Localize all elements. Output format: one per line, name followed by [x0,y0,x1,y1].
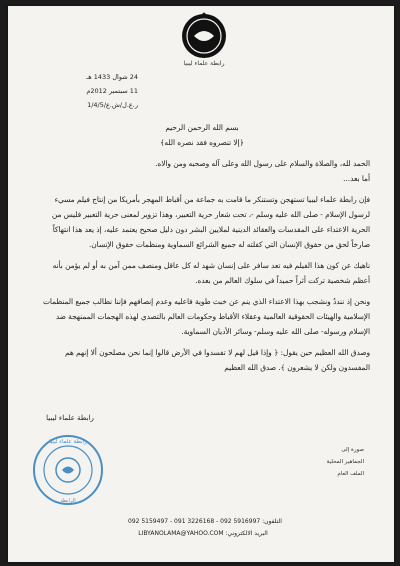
amma-baad: أما بعد... [343,174,370,183]
letter-meta [68,70,138,112]
paragraph-2: ناهيك عن كون هذا الفيلم فيه تعد سافر على إنسان شهد له كل عاقل ومنصف ممن آمن به أو لم يؤمن بأنه أعظم شخصية تركت أثراً حميداً في سلوك العالم من بعده. [52,261,370,285]
footer-email: LIBYANOLAMA@YAHOO.COM :البريد الالكتروني [138,530,268,537]
logo-caption: رابطة علماء ليبيا [183,60,225,67]
copy-to-line-1: صورة إلى [341,447,364,453]
letter-page [8,6,394,562]
copy-to-line-2: الجماهير المحلية [326,459,364,465]
footer-phones: 092 5159497 - 091 3226168 - 092 5916997 :التلفون [128,518,282,525]
official-stamp [32,434,104,506]
league-emblem-logo [180,10,228,62]
opening-verse: ﴿إلا تنصروه فقد نصره الله﴾ [160,138,244,147]
paragraph-3: ونحن إذ ننددُ ونشجب بهذا الاعتداء الذي ينم عن خبث طوية فاعليه وعدم إنصافهم فإننا نطالب جميع المنظمات الإسلامية والهيئات الحقوقية العالمية وعقلاء الأقباط وحكومات العالم بالتصدي لهذه الهجمات الممنهجة ضد الإسلام ورسوله- صلى الله عليه وسلم- وسائر الأديان السماوية. [43,297,370,336]
date-gregorian: 11 سبتمبر 2012م [86,87,138,95]
paragraph-1: فإن رابطة علماء ليبيا تستهجن وتستنكر ما قامت به جماعة من أقباط المهجر بأمريكا من إنتاج فيلم مسيء لرسول الإسلام - صلى الله عليه وسلم -، تحت شعار حرية التعبير، وهذا تزوير لمعنى حرية التعبير فليس من الحرية الاعتداء على المقدسات والعقائد الدينية لملايين البشر دون دليل صحيح يعتمد عليه، إذ يعد هذا انتهاكاً صارخاً لحق من حقوق الإنسان التي كفلته له جميع الشرائع السماوية ومنظمات حقوق الإنسان. [51,195,370,249]
greeting: الحمد لله، والصلاة والسلام على رسول الله وعلى آله وصحبه ومن والاه. [155,159,370,168]
paragraph-4: وصدق الله العظيم حين يقول: ﴿ وإذا قيل لهم لا تفسدوا في الأرض قالوا إنما نحن مصلحون ألا إنهم هم المفسدون ولكن لا يشعرون ﴾. صدق الله العظيم [64,348,370,372]
basmala: بسم الله الرحمن الرحيم [165,123,239,132]
date-hijri: 24 شوال 1433 هـ [86,73,138,81]
copies-list [284,444,364,480]
letter-footer [128,516,282,540]
stamp-top-text: رابطة علماء ليبيا [49,439,87,445]
stamp-bottom-text: الرابطة [60,498,76,504]
letter-body [34,120,370,375]
reference-number: ر.ع.ل/ش.ع/1/4/5 [87,101,138,109]
copy-to-line-3: الملف العام [337,471,364,477]
signature-label: رابطة علماء ليبيا [46,414,94,422]
